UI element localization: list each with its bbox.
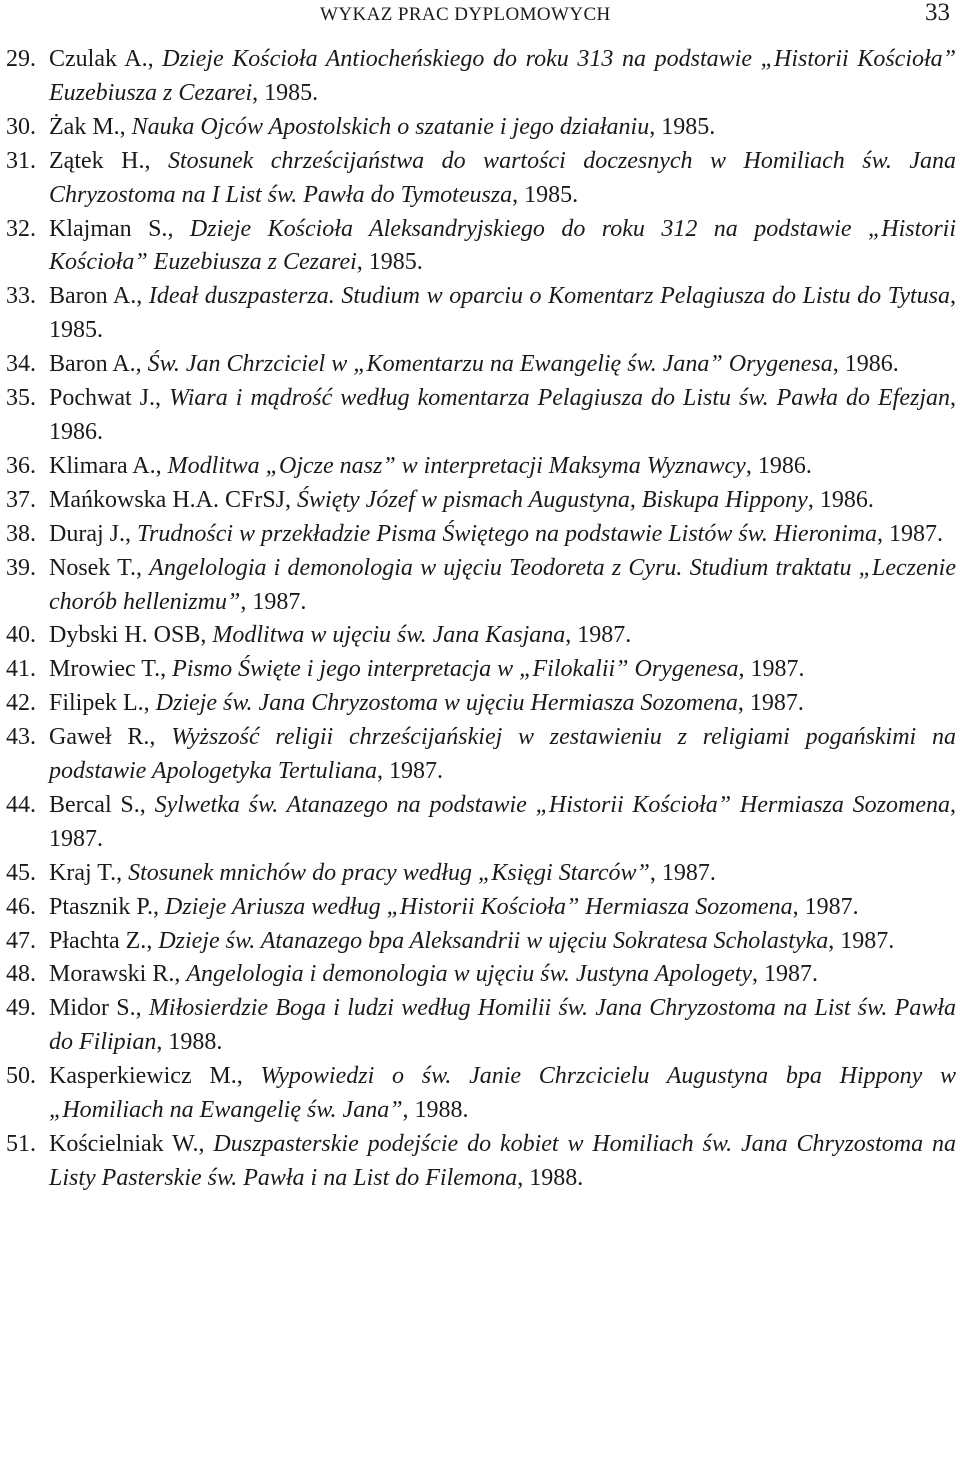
entry-number: 32.	[6, 215, 36, 242]
entry-title: Dzieje św. Jana Chryzostoma w ujęciu Hermiasza Sozomena	[155, 690, 738, 717]
entry-author: Mrowiec T.	[49, 656, 161, 683]
entry-year: 1987.	[577, 622, 632, 649]
entry-author: Mańkowska H.A. CFrSJ	[49, 486, 286, 513]
entry-year: 1988.	[414, 1097, 469, 1124]
entry-author: Midor S.	[49, 995, 136, 1022]
entry-title: Wyższość religii chrześcijańskiej w zestawieniu z religiami pogańskimi na podstawie Apologetyka Tertuliana	[49, 724, 956, 785]
list-item: 32. Klajman S., Dzieje Kościoła Aleksandryjskiego do roku 312 na podstawie „Historii Kościoła” Euzebiusza z Cezarei, 1985.	[6, 213, 956, 281]
entry-author: Duraj J.	[49, 520, 125, 547]
list-item: 29. Czulak A., Dzieje Kościoła Antiocheńskiego do roku 313 na podstawie „Historii Kościoła” Euzebiusza z Cezarei, 1985.	[6, 43, 956, 111]
entry-title: Nauka Ojców Apostolskich o szatanie i jego działaniu	[131, 113, 650, 140]
entry-author: Baron A.	[49, 351, 136, 378]
entry-number: 41.	[6, 656, 36, 683]
entry-year: 1986.	[819, 486, 874, 513]
entry-author: Dybski H. OSB	[49, 622, 201, 649]
entry-author: Zątek H.	[49, 147, 145, 174]
entry-author: Nosek T.	[49, 554, 136, 581]
list-item: 31. Zątek H., Stosunek chrześcijaństwa do wartości doczesnych w Homiliach św. Jana Chryzostoma na I List św. Pawła do Tymoteusza, 1985.	[6, 145, 956, 213]
entry-title: Ideał duszpasterza. Studium w oparciu o Komentarz Pelagiusza do Listu do Tytusa	[148, 283, 950, 310]
list-item: 48. Morawski R., Angelologia i demonologia w ujęciu św. Justyna Apologety, 1987.	[6, 958, 956, 992]
entry-year: 1987.	[749, 690, 804, 717]
entry-title: Angelologia i demonologia w ujęciu św. Justyna Apologety	[186, 961, 753, 988]
entry-title: Święty Józef w pismach Augustyna, Biskupa Hippony	[297, 486, 808, 513]
entry-title: Stosunek mnichów do pracy według „Księgi Starców”	[128, 859, 650, 886]
entry-year: 1988.	[168, 1029, 223, 1056]
entry-title: Wypowiedzi o św. Janie Chrzcicielu Augustyna bpa Hippony w „Homiliach na Ewangelię św. Jana”	[49, 1063, 957, 1124]
entry-year: 1987.	[49, 825, 103, 852]
entry-year: 1988.	[529, 1164, 584, 1191]
entry-author: Kościelniak W.	[49, 1131, 199, 1157]
list-item: 49. Midor S., Miłosierdzie Boga i ludzi według Homilii św. Jana Chryzostoma na List św. Pawła do Filipian, 1988.	[6, 992, 956, 1060]
list-item: 46. Ptasznik P., Dzieje Ariusza według „Historii Kościoła” Hermiasza Sozomena, 1987.	[6, 891, 956, 925]
entry-title: Dzieje św. Atanazego bpa Aleksandrii w ujęciu Sokratesa Scholastyka	[158, 927, 829, 954]
entry-number: 31.	[6, 147, 36, 174]
entry-title: Pismo Święte i jego interpretacja w „Filokalii” Orygenesa	[172, 656, 739, 683]
entry-number: 30.	[6, 113, 36, 140]
entry-year: 1986.	[844, 351, 899, 378]
list-item: 47. Płachta Z., Dzieje św. Atanazego bpa Aleksandrii w ujęciu Sokratesa Scholastyka, 1987.	[6, 925, 956, 959]
entry-author: Baron A.	[49, 283, 137, 310]
entry-author: Płachta Z.	[49, 927, 147, 954]
entry-title: Modlitwa „Ojcze nasz” w interpretacji Maksyma Wyznawcy	[167, 452, 746, 479]
entry-year: 1986.	[49, 418, 103, 445]
entry-number: 43.	[6, 724, 36, 751]
entry-author: Kasperkiewicz M.	[49, 1063, 237, 1090]
entry-year: 1985.	[524, 181, 579, 208]
entry-year: 1986.	[757, 452, 812, 479]
page-number: 33	[925, 0, 950, 26]
entry-author: Czulak A.	[49, 46, 148, 72]
list-item: 41. Mrowiec T., Pismo Święte i jego interpretacja w „Filokalii” Orygenesa, 1987.	[6, 653, 956, 687]
entry-author: Bercal S.	[49, 791, 140, 818]
entry-title: Dzieje Kościoła Aleksandryjskiego do roku 312 na podstawie „Historii Kościoła” Euzebiusza z Cezarei	[49, 215, 956, 276]
list-item: 50. Kasperkiewicz M., Wypowiedzi o św. Janie Chrzcicielu Augustyna bpa Hippony w „Homiliach na Ewangelię św. Jana”, 1988.	[6, 1060, 956, 1128]
list-item: 36. Klimara A., Modlitwa „Ojcze nasz” w interpretacji Maksyma Wyznawcy, 1986.	[6, 450, 956, 484]
entry-author: Gaweł R.	[49, 724, 150, 751]
entry-author: Żak M.	[49, 113, 120, 140]
entry-year: 1987.	[764, 961, 819, 988]
entry-number: 39.	[6, 554, 36, 581]
entry-number: 46.	[6, 893, 36, 920]
entry-author: Pochwat J.	[49, 385, 156, 412]
entry-number: 51.	[6, 1131, 36, 1157]
entry-author: Ptasznik P.	[49, 893, 154, 920]
entry-year: 1987.	[750, 656, 805, 683]
entry-number: 40.	[6, 622, 36, 649]
entry-year: 1985.	[368, 249, 423, 276]
entry-title: Wiara i mądrość według komentarza Pelagiusza do Listu św. Pawła do Efezjan	[169, 385, 951, 412]
entry-author: Klimara A.	[49, 452, 156, 479]
entry-number: 45.	[6, 859, 36, 886]
entry-year: 1987.	[804, 893, 859, 920]
entry-number: 29.	[6, 46, 36, 72]
list-item: 44. Bercal S., Sylwetka św. Atanazego na podstawie „Historii Kościoła” Hermiasza Sozomena, 1987.	[6, 789, 956, 857]
entry-year: 1987.	[389, 758, 443, 785]
entry-title: Angelologia i demonologia w ujęciu Teodoreta z Cyru. Studium traktatu „Leczenie chorób hellenizmu”	[49, 554, 956, 615]
entry-author: Klajman S.	[49, 215, 168, 242]
entry-number: 48.	[6, 961, 36, 988]
list-item: 45. Kraj T., Stosunek mnichów do pracy według „Księgi Starców”, 1987.	[6, 857, 956, 891]
entry-author: Filipek L.	[49, 690, 144, 717]
entry-author: Morawski R.	[49, 961, 175, 988]
entry-year: 1987.	[889, 520, 944, 547]
entry-number: 38.	[6, 520, 36, 547]
list-item: 35. Pochwat J., Wiara i mądrość według komentarza Pelagiusza do Listu św. Pawła do Efezjan, 1986.	[6, 382, 956, 450]
thesis-list	[6, 43, 956, 1196]
list-item: 42. Filipek L., Dzieje św. Jana Chryzostoma w ujęciu Hermiasza Sozomena, 1987.	[6, 687, 956, 721]
entry-author: Kraj T.	[49, 859, 117, 886]
entry-year: 1985.	[49, 317, 103, 344]
entry-number: 34.	[6, 351, 36, 378]
list-item: 51. Kościelniak W., Duszpasterskie podejście do kobiet w Homiliach św. Jana Chryzostoma na Listy Pasterskie św. Pawła i na List do Filemona, 1988.	[6, 1128, 956, 1196]
entry-number: 49.	[6, 995, 36, 1022]
entry-year: 1987.	[840, 927, 895, 954]
entry-year: 1985.	[661, 113, 716, 140]
entry-number: 36.	[6, 452, 36, 479]
list-item: 37. Mańkowska H.A. CFrSJ, Święty Józef w pismach Augustyna, Biskupa Hippony, 1986.	[6, 484, 956, 518]
entry-title: Modlitwa w ujęciu św. Jana Kasjana	[212, 622, 566, 649]
list-item: 43. Gaweł R., Wyższość religii chrześcijańskiej w zestawieniu z religiami pogańskimi na podstawie Apologetyka Tertuliana, 1987.	[6, 721, 956, 789]
entry-title: Dzieje Kościoła Antiocheńskiego do roku 313 na podstawie „Historii Kościoła” Euzebiusza z Cezarei	[49, 46, 957, 106]
entry-title: Duszpasterskie podejście do kobiet w Homiliach św. Jana Chryzostoma na Listy Pasterskie św. Pawła i na List do Filemona	[49, 1131, 957, 1191]
entry-number: 35.	[6, 385, 36, 412]
entry-number: 47.	[6, 927, 36, 954]
entry-title: Św. Jan Chrzciciel w „Komentarzu na Ewangelię św. Jana” Orygenesa	[147, 351, 833, 378]
entry-year: 1987.	[661, 859, 716, 886]
entry-number: 44.	[6, 791, 36, 818]
page-header	[0, 0, 960, 29]
entry-year: 1987.	[252, 588, 307, 615]
running-title: WYKAZ PRAC DYPLOMOWYCH	[320, 4, 611, 25]
entry-year: 1985.	[264, 79, 319, 106]
list-item: 30. Żak M., Nauka Ojców Apostolskich o szatanie i jego działaniu, 1985.	[6, 111, 956, 145]
entry-title: Sylwetka św. Atanazego na podstawie „Historii Kościoła” Hermiasza Sozomena	[154, 791, 950, 818]
entry-number: 50.	[6, 1063, 36, 1090]
entry-title: Miłosierdzie Boga i ludzi według Homilii św. Jana Chryzostoma na List św. Pawła do Filipian	[49, 995, 956, 1056]
list-item: 38. Duraj J., Trudności w przekładzie Pisma Świętego na podstawie Listów św. Hieronima, 1987.	[6, 518, 956, 552]
list-item: 39. Nosek T., Angelologia i demonologia w ujęciu Teodoreta z Cyru. Studium traktatu „Leczenie chorób hellenizmu”, 1987.	[6, 552, 956, 620]
entry-title: Trudności w przekładzie Pisma Świętego na podstawie Listów św. Hieronima	[136, 520, 878, 547]
entry-title: Stosunek chrześcijaństwa do wartości doczesnych w Homiliach św. Jana Chryzostoma na I List św. Pawła do Tymoteusza	[49, 147, 957, 208]
list-item: 34. Baron A., Św. Jan Chrzciciel w „Komentarzu na Ewangelię św. Jana” Orygenesa, 1986.	[6, 348, 956, 382]
entry-title: Dzieje Ariusza według „Historii Kościoła” Hermiasza Sozomena	[165, 893, 793, 920]
entry-number: 33.	[6, 283, 36, 310]
entry-number: 37.	[6, 486, 36, 513]
entry-number: 42.	[6, 690, 36, 717]
list-item: 40. Dybski H. OSB, Modlitwa w ujęciu św. Jana Kasjana, 1987.	[6, 619, 956, 653]
list-item: 33. Baron A., Ideał duszpasterza. Studium w oparciu o Komentarz Pelagiusza do Listu do Tytusa, 1985.	[6, 280, 956, 348]
